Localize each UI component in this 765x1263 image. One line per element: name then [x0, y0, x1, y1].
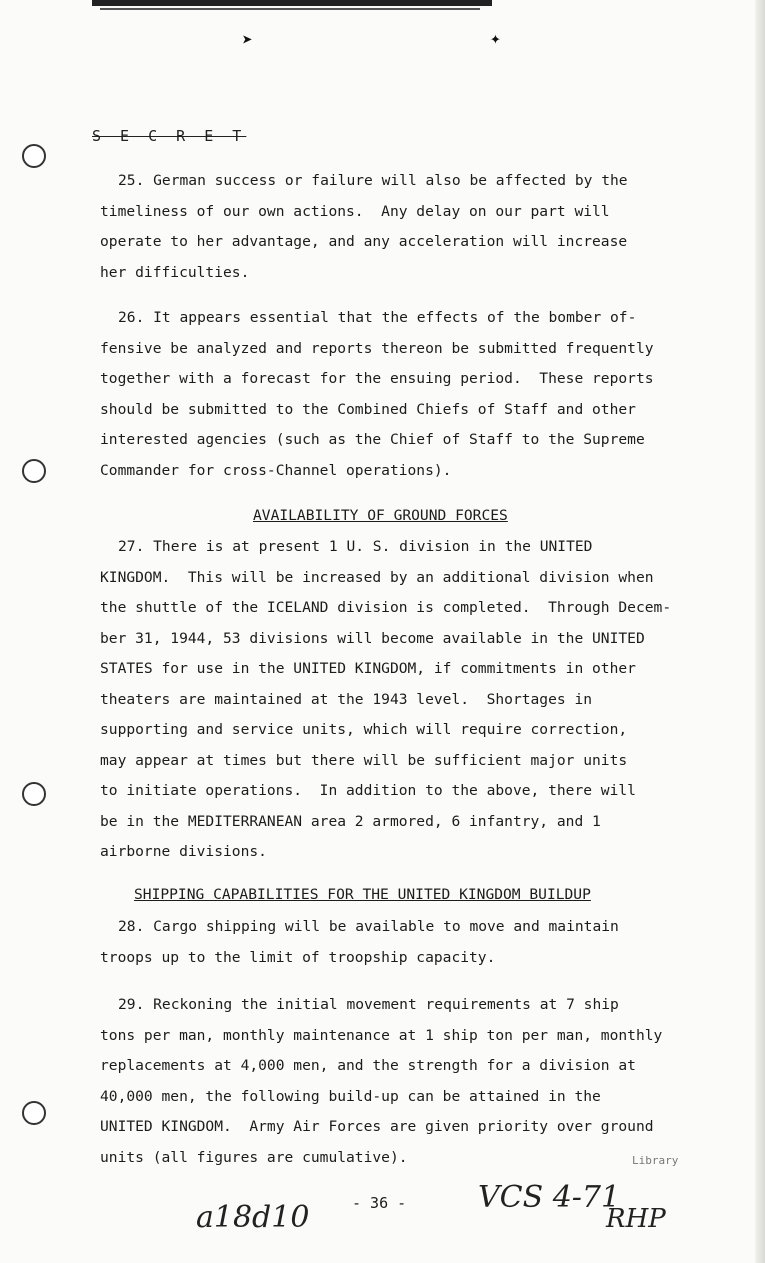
classification-mark: S E C R E T	[92, 127, 247, 145]
text-line: UNITED KINGDOM. Army Air Forces are given priority over ground	[100, 1118, 654, 1135]
text-line: 27. There is at present 1 U. S. division in the UNITED	[118, 538, 593, 555]
binder-hole-icon	[22, 782, 46, 806]
text-line: KINGDOM. This will be increased by an additional division when	[100, 568, 654, 586]
text-line: 26. It appears essential that the effects of the bomber of-	[118, 309, 637, 326]
text-line: ber 31, 1944, 53 divisions will become available in the UNITED	[100, 629, 645, 647]
text-line: units (all figures are cumulative).	[100, 1148, 408, 1166]
binder-hole-icon	[22, 459, 46, 483]
section-heading-ground-forces: AVAILABILITY OF GROUND FORCES	[253, 507, 508, 524]
paragraph-26	[100, 303, 690, 486]
text-line: together with a forecast for the ensuing period. These reports	[100, 370, 654, 387]
paragraph-28	[100, 912, 690, 973]
text-line: 29. Reckoning the initial movement requirements at 7 ship	[118, 996, 619, 1013]
top-edge-line	[92, 0, 492, 6]
text-line: may appear at times but there will be sufficient major units	[100, 751, 628, 769]
paragraph-25	[100, 166, 690, 288]
paragraph-29	[100, 990, 690, 1173]
handwritten-note-right: VCS 4-71	[478, 1180, 621, 1215]
text-line: operate to her advantage, and any acceleration will increase	[100, 233, 628, 250]
text-line: timeliness of our own actions. Any delay on our part will	[100, 202, 610, 220]
text-line: theaters are maintained at the 1943 level. Shortages in	[100, 690, 593, 708]
text-line: airborne divisions.	[100, 843, 267, 860]
text-line: interested agencies (such as the Chief of Staff to the Supreme	[100, 431, 645, 448]
text-line: replacements at 4,000 men, and the strength for a division at	[100, 1057, 636, 1074]
handwritten-initials: RHP	[606, 1204, 666, 1234]
text-line: to initiate operations. In addition to the above, there will	[100, 782, 636, 799]
text-line: STATES for use in the UNITED KINGDOM, if commitments in other	[100, 660, 636, 677]
library-stamp: Library	[632, 1154, 679, 1167]
top-edge-line-2	[100, 8, 480, 10]
text-line: fensive be analyzed and reports thereon be submitted frequently	[100, 339, 654, 357]
paragraph-27	[100, 532, 690, 868]
arrow-mark-icon: ➤	[242, 30, 253, 51]
arrow-mark-icon: ✦	[490, 28, 501, 49]
text-line: troops up to the limit of troopship capacity.	[100, 948, 496, 966]
binder-hole-icon	[22, 144, 46, 168]
text-line: 28. Cargo shipping will be available to move and maintain	[118, 918, 619, 935]
text-line: 25. German success or failure will also be affected by the	[118, 172, 628, 189]
text-line: the shuttle of the ICELAND division is completed. Through Decem-	[100, 599, 672, 616]
text-line: should be submitted to the Combined Chiefs of Staff and other	[100, 400, 636, 418]
section-heading-shipping: SHIPPING CAPABILITIES FOR THE UNITED KINGDOM BUILDUP	[134, 886, 591, 903]
page-right-edge	[755, 0, 765, 1263]
text-line: 40,000 men, the following build-up can be attained in the	[100, 1087, 601, 1105]
binder-hole-icon	[22, 1101, 46, 1125]
handwritten-note-left: a18d10	[196, 1200, 310, 1235]
page-number: - 36 -	[352, 1194, 407, 1212]
text-line: Commander for cross-Channel operations).	[100, 461, 452, 479]
text-line: be in the MEDITERRANEAN area 2 armored, 6 infantry, and 1	[100, 812, 601, 830]
text-line: supporting and service units, which will require correction,	[100, 721, 628, 738]
text-line: her difficulties.	[100, 263, 250, 281]
text-line: tons per man, monthly maintenance at 1 ship ton per man, monthly	[100, 1026, 663, 1044]
